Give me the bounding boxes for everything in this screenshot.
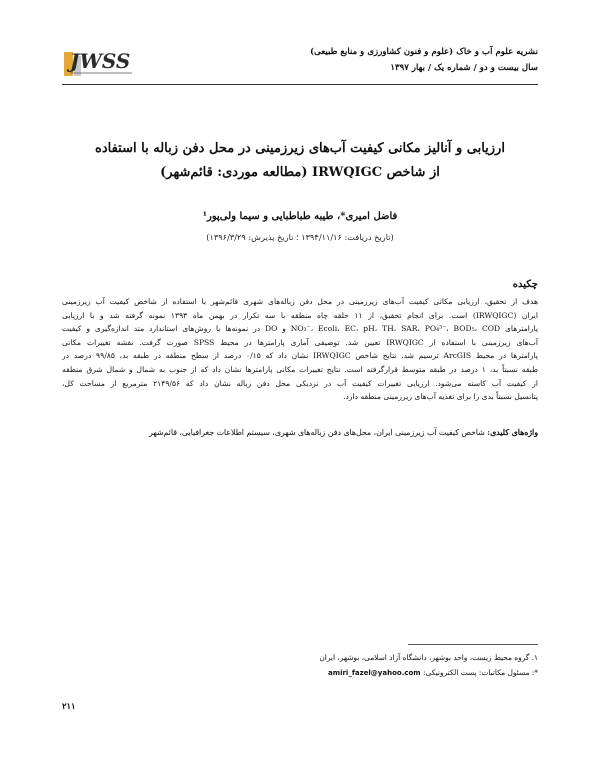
correspondence-footnote <box>62 665 538 681</box>
abstract-line: ایران (IRWQIGC) است. برای انجام تحقیق، از ۱۱ حلقه چاه منطقه با سه تکرار در بهمن ماه ۱۳۹۳ نمونه گرفته شد و با ارزیابی <box>62 310 538 320</box>
footnote-divider <box>408 644 538 645</box>
page-number: ۲۱۱ <box>62 701 76 711</box>
keywords <box>62 428 538 437</box>
logo-text: JWSS <box>70 49 131 73</box>
correspondence-label: *: مسئول مکاتبات: پست الکترونیکی: <box>422 668 538 677</box>
authors: فاضل امیری*، طیبه طباطبایی و سیما ولی‌پور¹ <box>202 211 398 222</box>
journal-logo <box>62 42 136 82</box>
abstract-line: پارامترهای NO₃⁻، Ecoli، EC، pH، TH، SAR، PO₄³⁻، BOD₅، COD و DO در نمونه‌ها با روش‌های استاندارد متد اندازه‌گیری و کیفیت <box>62 324 538 334</box>
abstract-line: آب‌های زیرزمینی با استفاده از IRWQIGC تعیین شد. توصیفی آماری پارامترها در محیط SPSS صورت گرفت. نقشه تغییرات مکانی <box>62 337 538 347</box>
title-line-1: ارزیابی و آنالیز مکانی کیفیت آب‌های زیرزمینی در محل دفن زباله با استفاده <box>95 141 505 156</box>
paper-title <box>62 137 538 185</box>
received-accepted-dates: (تاریخ دریافت: ۱۳۹۴/۱۱/۱۶ ؛ تاریخ پذیرش: ۱۳۹۶/۳/۲۹) <box>206 232 394 242</box>
journal-header <box>238 44 538 76</box>
abstract-line: از کیفیت آب کاسته می‌شود. ارزیابی تغییرات کیفیت آب در نزدیکی محل دفن زباله نشان داد که ۲۱۴۹/۵۶ مترمربع از مساحت کل، <box>62 378 538 388</box>
footnotes <box>62 650 538 681</box>
header-divider <box>62 84 538 85</box>
keywords-label: واژه‌های کلیدی: <box>487 428 538 437</box>
keywords-text: شاخص کیفیت آب زیرزمینی ایران، محل‌های دفن زباله‌های شهری، سیستم اطلاعات جغرافیایی، قائم‌شهر <box>149 428 488 437</box>
title-line-2: از شاخص IRWQIGC (مطالعه موردی: قائم‌شهر) <box>160 165 440 180</box>
abstract-line: پارامترها در محیط ArcGIS ترسیم شد. نتایج شاخص IRWQIGC نشان داد که ۰/۱۵ درصد از سطح منطقه در طبقه بد، ۹۹/۸۵ درصد در <box>62 351 538 361</box>
journal-issue: سال بیست و دو / شماره یک / بهار ۱۳۹۷ <box>390 63 538 73</box>
abstract-line: پتانسیل نسبتاً بدی را برای تغذیه آب‌های زیرزمینی منطقه دارد. <box>343 392 538 402</box>
abstract-line: طبقه نسبتاً بد، ۱ درصد در طبقه متوسط قرارگرفته است. نتایج تغییرات مکانی پارامترها نشان داد که از جنوب به شمال و شمال شرق منطقه <box>62 364 538 374</box>
abstract-body <box>62 295 538 404</box>
affiliation-footnote: ۱. گروه محیط زیست، واحد بوشهر، دانشگاه آزاد اسلامی، بوشهر، ایران <box>319 653 538 662</box>
abstract-heading: چکیده <box>512 279 538 290</box>
journal-name: نشریه علوم آب و خاک (علوم و فنون کشاورزی و منابع طبیعی) <box>310 47 538 57</box>
abstract-line: هدف از تحقیق، ارزیابی مکانی کیفیت آب‌های زیرزمینی در محل دفن زباله‌های شهری قائم‌شهر با استفاده از شاخص کیفیت آب زیرزمینی <box>62 297 538 306</box>
author-email[interactable]: amiri_fazel@yahoo.com <box>328 669 421 677</box>
